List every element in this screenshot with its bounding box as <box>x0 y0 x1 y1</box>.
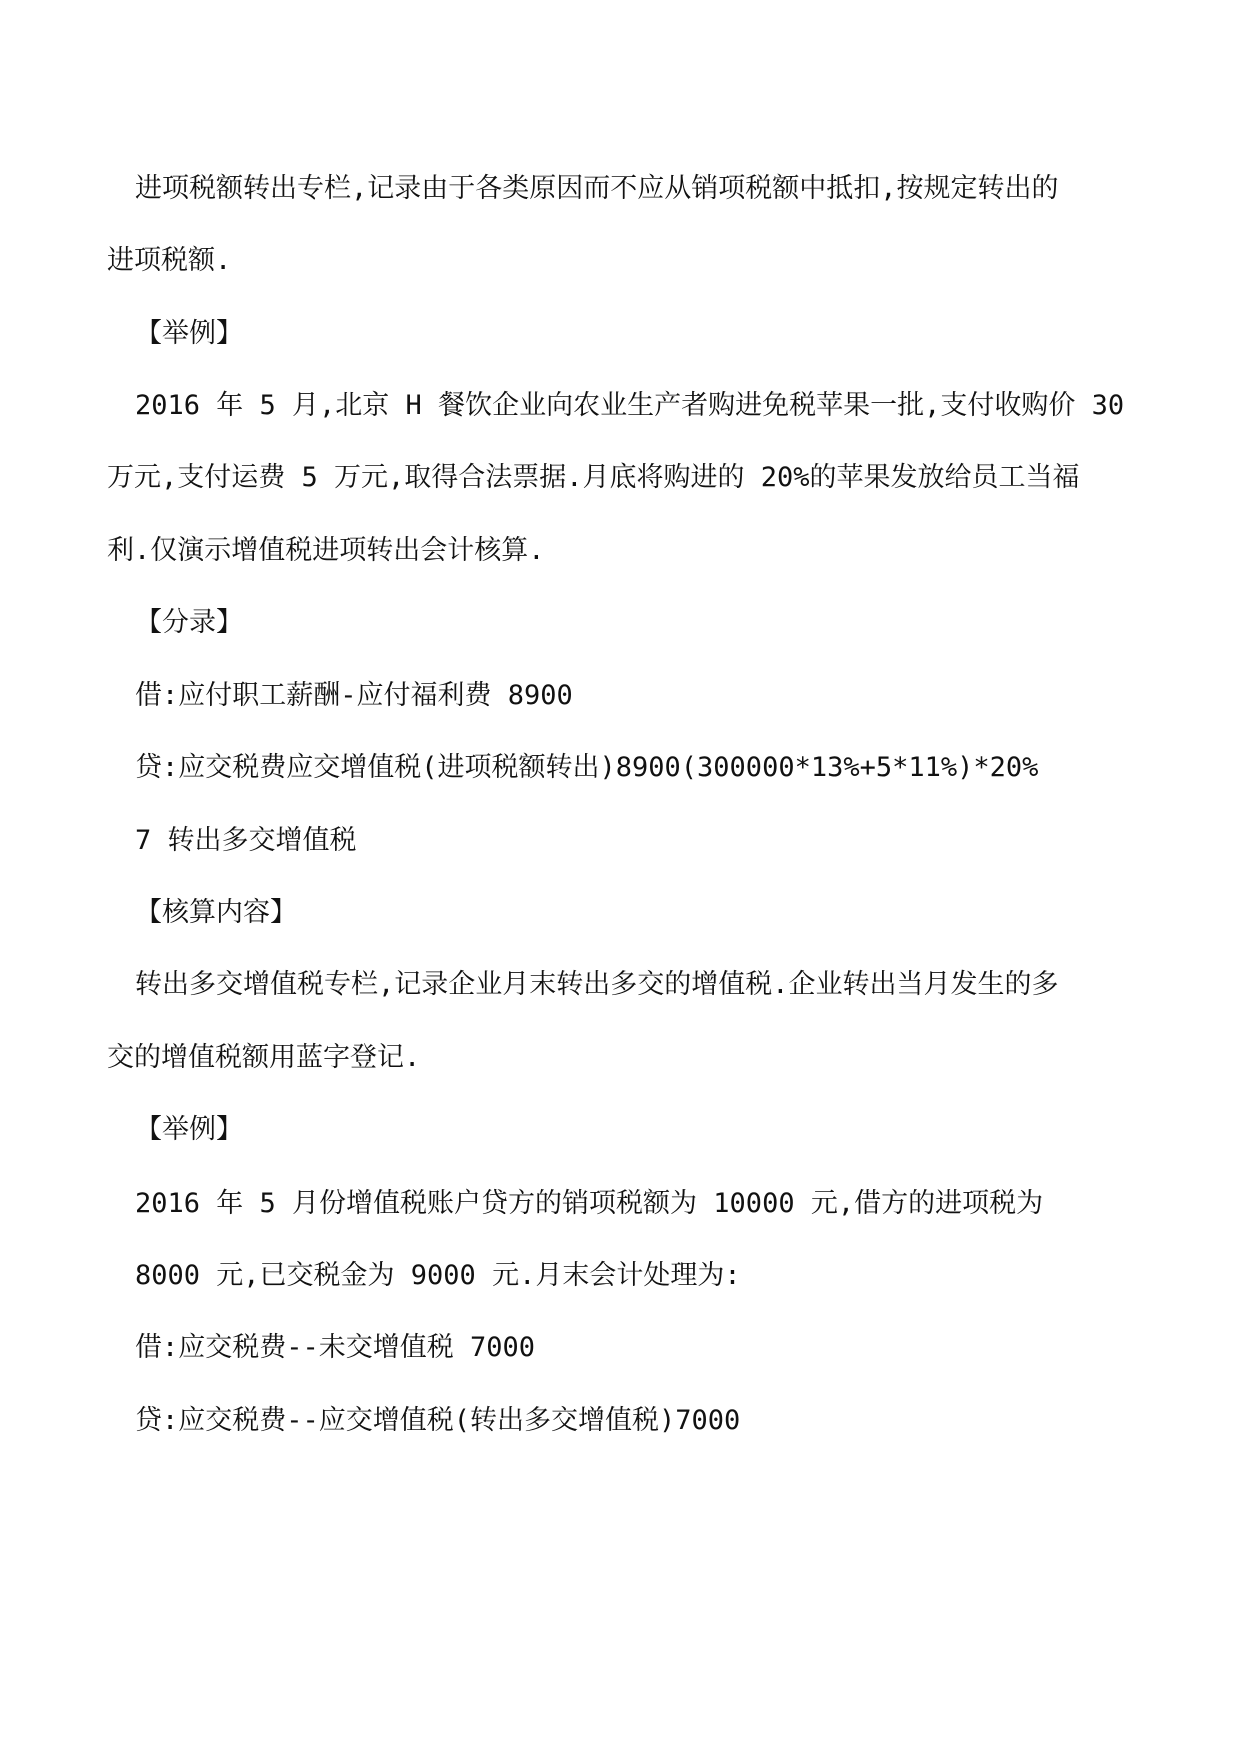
paragraph-line: 进项税额. <box>107 245 232 276</box>
paragraph-line: 8000 元,已交税金为 9000 元.月末会计处理为: <box>135 1260 741 1291</box>
journal-entry-debit: 借:应交税费--未交增值税 7000 <box>135 1332 536 1363</box>
paragraph-line: 利.仅演示增值税进项转出会计核算. <box>107 535 545 566</box>
journal-entry-credit: 贷:应交税费应交增值税(进项税额转出)8900(300000*13%+5*11%)*20% <box>135 752 1039 783</box>
journal-entry-credit: 贷:应交税费--应交增值税(转出多交增值税)7000 <box>135 1405 741 1436</box>
paragraph-line: 万元,支付运费 5 万元,取得合法票据.月底将购进的 20%的苹果发放给员工当福 <box>107 462 1080 493</box>
section-heading: 【核算内容】 <box>135 897 297 928</box>
section-heading: 【举例】 <box>135 1114 243 1145</box>
journal-entry-debit: 借:应付职工薪酬-应付福利费 8900 <box>135 680 573 711</box>
section-heading: 【分录】 <box>135 607 243 638</box>
paragraph-line: 交的增值税额用蓝字登记. <box>107 1042 421 1073</box>
paragraph-line: 2016 年 5 月,北京 H 餐饮企业向农业生产者购进免税苹果一批,支付收购价 30 <box>135 390 1125 421</box>
paragraph-line: 进项税额转出专栏,记录由于各类原因而不应从销项税额中抵扣,按规定转出的 <box>135 173 1059 204</box>
paragraph-line: 转出多交增值税专栏,记录企业月末转出多交的增值税.企业转出当月发生的多 <box>135 969 1059 1000</box>
section-title: 7 转出多交增值税 <box>135 825 357 856</box>
section-heading: 【举例】 <box>135 318 243 349</box>
paragraph-line: 2016 年 5 月份增值税账户贷方的销项税额为 10000 元,借方的进项税为 <box>135 1188 1044 1219</box>
